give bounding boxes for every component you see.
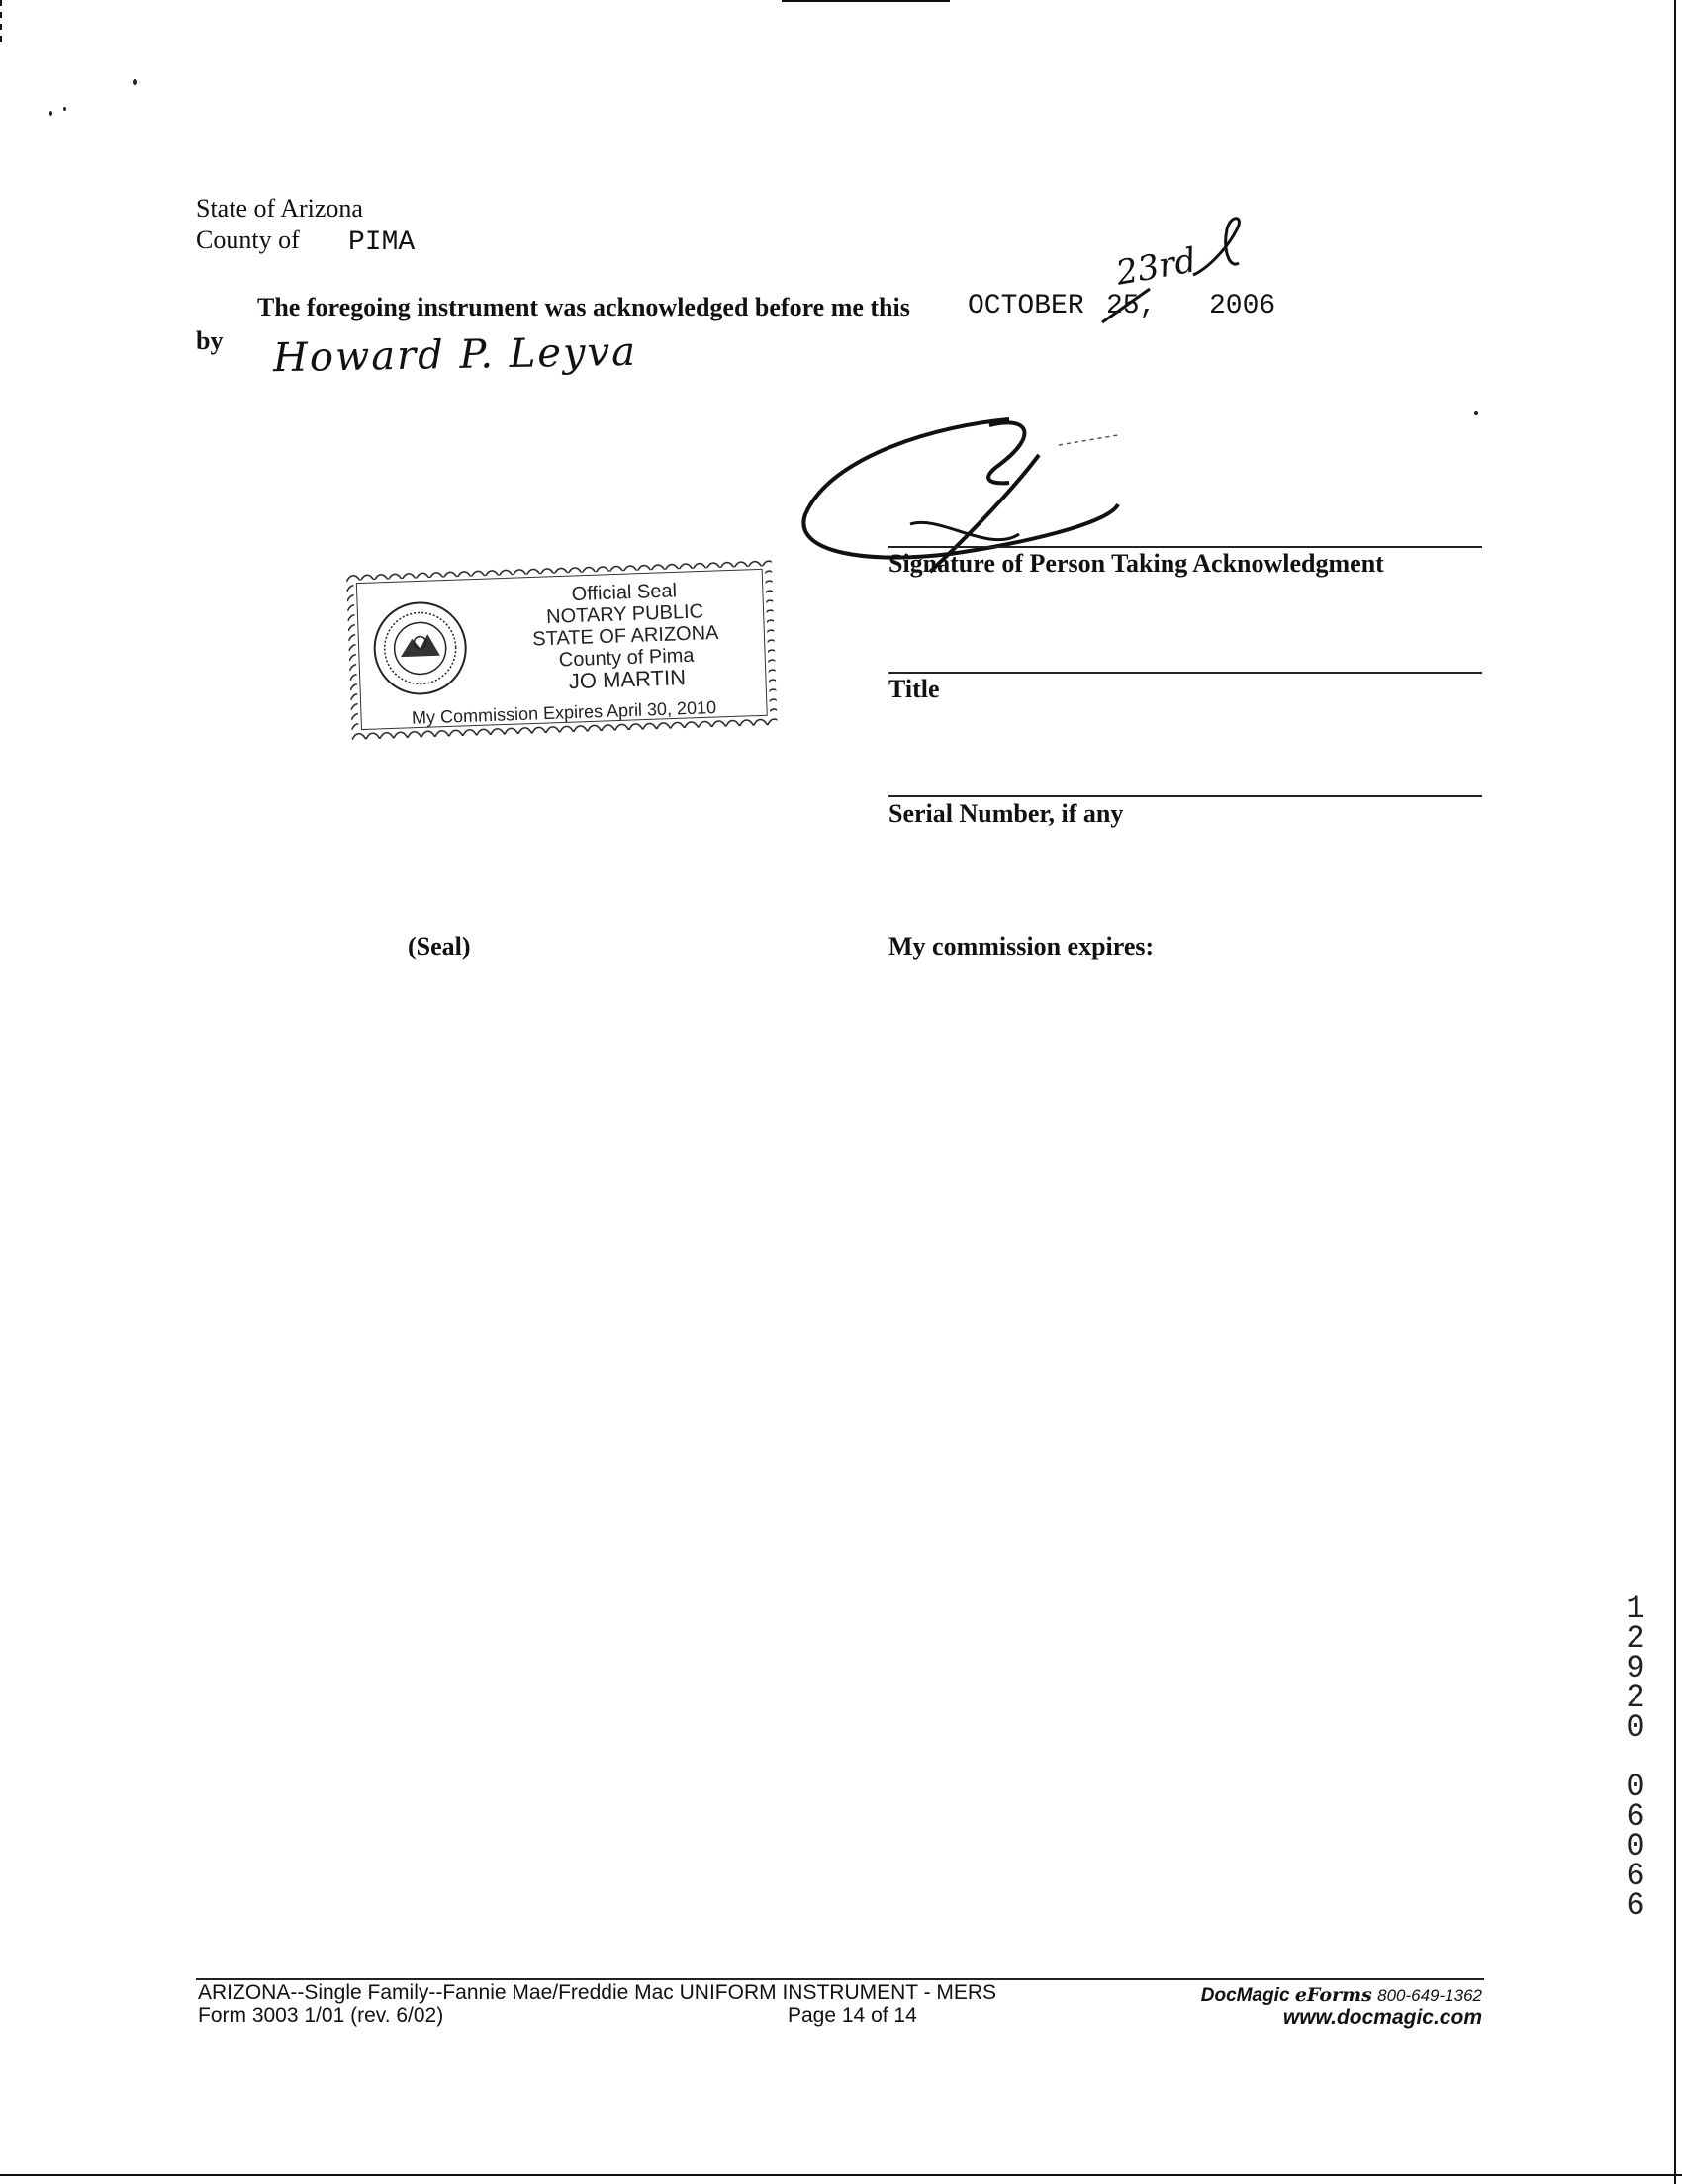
date-year: 2006 (1209, 291, 1276, 321)
stamp-line-6: My Commission Expires April 30, 2010 (411, 697, 717, 728)
eforms-logo: eForms (1294, 1984, 1372, 2006)
by-name-handwritten: Howard P. Leyva (272, 328, 638, 382)
scan-edge-bottom (0, 2174, 1682, 2176)
serial-label: Serial Number, if any (888, 799, 1124, 828)
seal-label: (Seal) (408, 932, 471, 960)
by-label: by (196, 326, 224, 355)
state-line: State of Arizona (196, 194, 363, 223)
side-digit: 6 (1626, 1798, 1645, 1835)
acknowledged-text: The foregoing instrument was acknowledged before me this (257, 293, 910, 321)
footer-rule (196, 1978, 1484, 1980)
side-digit: 6 (1626, 1858, 1645, 1894)
side-digit: 0 (1626, 1769, 1645, 1805)
stamp-line-5: JO MARTIN (568, 665, 687, 694)
speck (1474, 411, 1478, 415)
stamp-line-3: STATE OF ARIZONA (531, 621, 719, 651)
scan-edge-left (0, 0, 2, 46)
scan-edge-right (1674, 0, 1676, 2184)
side-digit: 2 (1626, 1620, 1645, 1657)
scan-edge-top (782, 0, 950, 2)
county-value: PIMA (348, 228, 416, 258)
speck (49, 111, 52, 116)
commission-label: My commission expires: (888, 932, 1155, 960)
stamp-line-4: County of Pima (558, 644, 695, 672)
side-document-number (1621, 1591, 1650, 1924)
stamp-text (476, 577, 777, 695)
side-digit: 0 (1626, 1828, 1645, 1865)
footer-brand-block (1156, 1984, 1482, 2007)
docmagic-logo: DocMagic (1200, 1985, 1290, 2006)
date-month: OCTOBER (968, 291, 1084, 321)
footer-page: Page 14 of 14 (788, 2004, 917, 2027)
side-digit: 0 (1626, 1709, 1645, 1746)
footer-instrument: ARIZONA--Single Family--Fannie Mae/Freddie Mac UNIFORM INSTRUMENT - MERS (198, 1981, 997, 2004)
side-digit: 1 (1626, 1591, 1645, 1627)
stamp-line-2: NOTARY PUBLIC (545, 600, 704, 628)
handwritten-flourish (1187, 210, 1257, 289)
signature-line (888, 546, 1482, 548)
county-label: County of (196, 226, 300, 254)
side-digit: 2 (1626, 1680, 1645, 1716)
date-day-handwritten: 23rd (1113, 240, 1200, 294)
date-day-struck: 25, (1106, 291, 1157, 321)
side-digit: 6 (1626, 1887, 1645, 1924)
serial-line (888, 795, 1482, 797)
signature-label: Signature of Person Taking Acknowledgment (888, 549, 1384, 578)
speck (63, 107, 66, 111)
footer-phone: 800-649-1362 (1377, 1986, 1482, 2005)
title-line (888, 672, 1482, 674)
title-label: Title (888, 675, 940, 703)
notary-stamp (346, 559, 778, 740)
speck (133, 79, 137, 85)
footer-website: www.docmagic.com (1282, 2006, 1482, 2029)
stamp-line-1: Official Seal (571, 580, 678, 606)
arizona-state-seal-icon (369, 597, 471, 699)
footer-form: Form 3003 1/01 (rev. 6/02) (198, 2004, 444, 2027)
side-digit: 9 (1626, 1650, 1645, 1686)
